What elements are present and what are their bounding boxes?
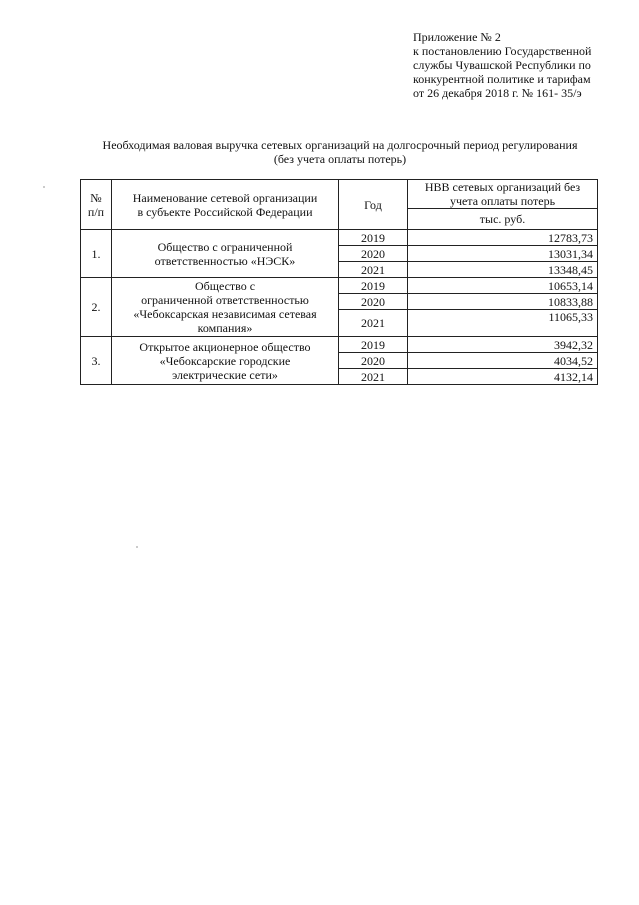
header-unit: тыс. руб. (408, 209, 598, 230)
year-cell: 2021 (339, 262, 408, 278)
value-cell: 4132,14 (408, 369, 598, 385)
appendix-line: от 26 декабря 2018 г. № 161- 35/э (413, 86, 582, 100)
year-cell: 2020 (339, 353, 408, 369)
table-row (81, 278, 598, 294)
org-name (112, 337, 339, 385)
appendix-line: к постановлению Государственной (413, 44, 592, 58)
header-year: Год (339, 180, 408, 230)
year-cell: 2019 (339, 337, 408, 353)
value-cell: 12783,73 (408, 230, 598, 246)
header-nvv (408, 180, 598, 209)
org-name (112, 230, 339, 278)
org-number: 2. (81, 278, 112, 337)
year-cell: 2021 (339, 310, 408, 337)
document-title-line2: (без учета оплаты потерь) (273, 152, 407, 166)
value-cell: 4034,52 (408, 353, 598, 369)
value-cell: 10833,88 (408, 294, 598, 310)
scan-speck (136, 546, 138, 548)
header-org-name (112, 180, 339, 230)
year-cell: 2020 (339, 246, 408, 262)
org-name-text: Открытое акционерное общество «Чебоксарские городские электрические сети» (139, 339, 311, 382)
org-number: 1. (81, 230, 112, 278)
table-header-row (81, 180, 598, 209)
year-cell: 2021 (339, 369, 408, 385)
value-cell: 13348,45 (408, 262, 598, 278)
header-nvv-text: НВВ сетевых организаций без учета оплаты потерь (424, 180, 581, 208)
appendix-line: Приложение № 2 (413, 30, 501, 44)
value-cell: 11065,33 (408, 310, 598, 337)
document-title-line1: Необходимая валовая выручка сетевых организаций на долгосрочный период регулирования (102, 138, 578, 152)
scan-speck (43, 186, 45, 188)
value-cell: 10653,14 (408, 278, 598, 294)
nvv-table (80, 179, 598, 385)
year-cell: 2020 (339, 294, 408, 310)
org-name-text: Общество с ограниченной ответственностью «Чебоксарская независимая сетевая компания» (133, 279, 317, 335)
table-row (81, 337, 598, 353)
value-cell: 3942,32 (408, 337, 598, 353)
org-number: 3. (81, 337, 112, 385)
appendix-block (413, 30, 635, 100)
year-cell: 2019 (339, 278, 408, 294)
appendix-line: конкурентной политике и тарифам (413, 72, 591, 86)
table-row (81, 230, 598, 246)
org-name-text: Общество с ограниченной ответственностью «НЭСК» (154, 239, 296, 268)
header-number-text: № п/п (87, 190, 105, 219)
org-name (112, 278, 339, 337)
header-number (81, 180, 112, 230)
document-title (70, 138, 610, 166)
header-org-name-text: Наименование сетевой организации в субъекте Российской Федерации (132, 190, 318, 219)
value-cell: 13031,34 (408, 246, 598, 262)
appendix-line: службы Чувашской Республики по (413, 58, 591, 72)
year-cell: 2019 (339, 230, 408, 246)
